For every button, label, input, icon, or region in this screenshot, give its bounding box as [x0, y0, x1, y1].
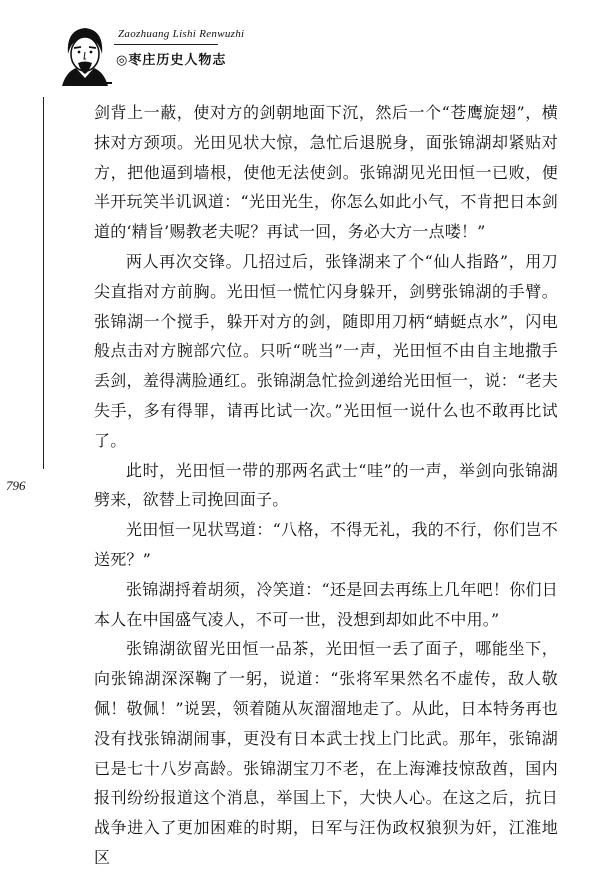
- header-title-en: Zaozhuang Lishi Renwuzhi: [118, 28, 245, 40]
- scholar-portrait-logo: [58, 24, 112, 90]
- paragraph: 张锦湖捋着胡须，冷笑道：“还是回去再练上几年吧！你们日本人在中国盛气凌人，不可一世，没想到却如此不中用。”: [94, 579, 558, 629]
- paragraph: 剑背上一蔽，使对方的剑朝地面下沉，然后一个“苍鹰旋翅”，横抹对方颈项。光田见状大惊，急忙后退脱身，面张锦湖却紧贴对方，把他逼到墙根，使他无法使剑。张锦湖见光田恒一已败，便半开玩笑半讥讽道：“光田光生，你怎么如此小气，不肯把日本剑道的‘精旨’赐教老夫呢？再试一回，务必大方一点喽！”: [94, 103, 558, 242]
- paragraph: 光田恒一见状骂道：“八格，不得无礼，我的不行，你们岂不送死？”: [94, 520, 558, 569]
- body-text: [94, 98, 558, 873]
- margin-rule: [43, 97, 44, 469]
- page-header: [0, 0, 613, 100]
- paragraph: 两人再次交锋。几招过后，张锋湖来了个“仙人指路”，用刀尖直指对方前胸。光田恒一慌忙闪身躲开，剑劈张锦湖的手臂。张锦湖一个搅手，躲开对方的剑，随即用刀柄“蜻蜓点水”，闪电般点击对方腕部穴位。只听“咣当”一声，光田恒不由自主地撒手丢剑，羞得满脸通红。张锦湖急忙捡剑递给光田恒一，说：“老夫失手，多有得罪，请再比试一次。”光田恒一说什么也不敢再比试了。: [94, 251, 558, 450]
- page-number: 796: [6, 478, 26, 493]
- header-rule: [114, 44, 218, 45]
- header-title-cn: ◎枣庄历史人物志: [116, 53, 227, 68]
- paragraph: 此时，光田恒一带的那两名武士“哇”的一声，举剑向张锦湖劈来，欲替上司挽回面子。: [94, 460, 558, 510]
- paragraph: 张锦湖欲留光田恒一品茶，光田恒一丢了面子，哪能坐下，向张锦湖深深鞠了一躬，说道：“张将军果然名不虚传，敌人敬佩！敬佩！”说罢，领着随从灰溜溜地走了。从此，日本特务再也没有找张锦湖闹事，更没有日本武士找上门比武。那年，张锦湖已是七十八岁高龄。张锦湖宝刀不老，在上海滩技惊敌酋，国内报刊纷纷报道这个消息，举国上下，大快人心。在这之后，抗日战争进入了更加困难的时期，日军与汪伪政权狼狈为奸，江淮地区: [94, 639, 558, 867]
